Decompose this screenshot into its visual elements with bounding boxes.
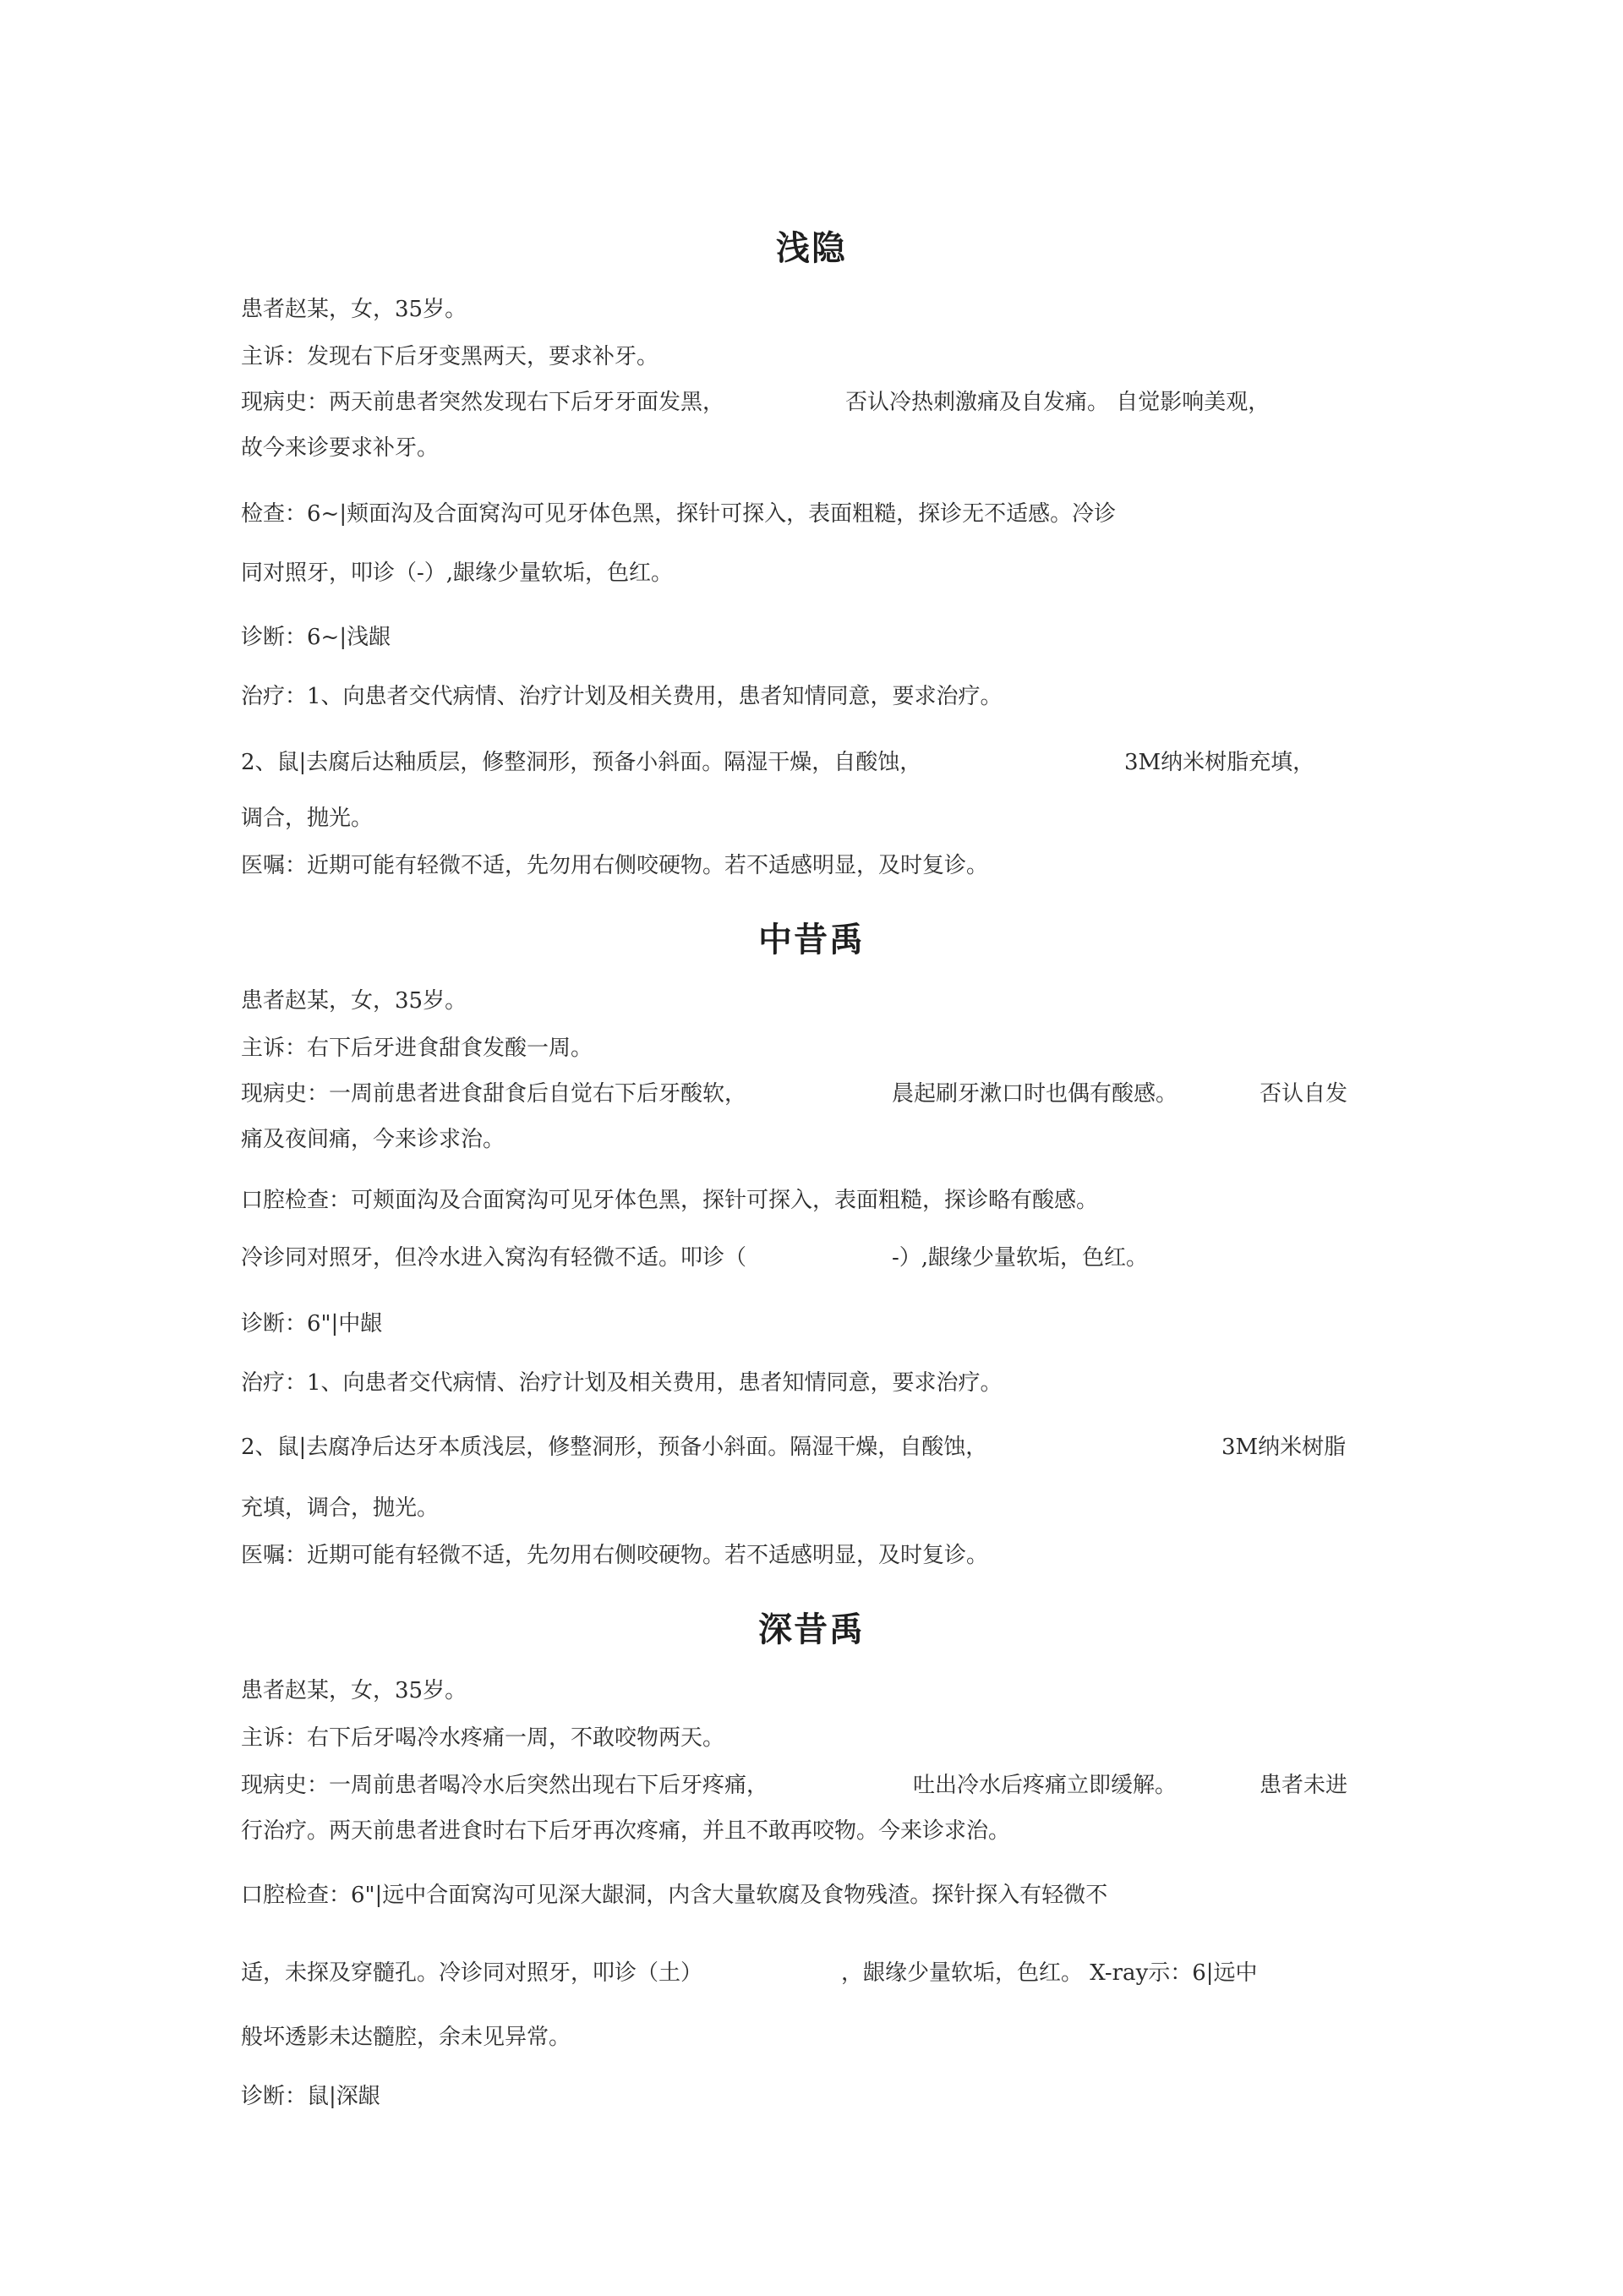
section-title-shallow: 浅隐: [776, 228, 847, 268]
chief-complaint: 主诉：右下后牙进食甜食发酸一周。: [241, 1036, 593, 1061]
present-history-cont: 吐出冷水后疼痛立即缓解。: [913, 1773, 1178, 1798]
treatment-1: 治疗：1、向患者交代病情、治疗计划及相关费用，患者知情同意，要求治疗。: [241, 684, 1003, 709]
section-title-medium: 中昔禹: [758, 920, 865, 959]
diagnosis: 诊断：6~|浅龈: [241, 625, 391, 650]
section-title-deep: 深昔禹: [758, 1610, 865, 1649]
medical-advice: 医嘱：近期可能有轻微不适，先勿用右侧咬硬物。若不适感明显，及时复诊。: [241, 853, 989, 878]
treatment-2-material: 3M纳米树脂: [1221, 1435, 1347, 1460]
present-history-cont-2: 否认自发: [1260, 1081, 1348, 1107]
treatment-2: 2、鼠|去腐后达釉质层，修整洞形，预备小斜面。隔湿干燥，自酸蚀，: [241, 750, 922, 775]
exam-line-2: 适，未探及穿髓孔。冷诊同对照牙，叩诊（土）: [241, 1960, 703, 1986]
present-history-cont: 否认冷热刺激痛及自发痛。 自觉影响美观，: [845, 390, 1271, 415]
exam-line-2-cont: -）,龈缘少量软垢，色红。: [892, 1245, 1149, 1271]
present-history-end: 痛及夜间痛，今来诊求治。: [241, 1127, 505, 1152]
present-history: 现病史：一周前患者进食甜食后自觉右下后牙酸软，: [241, 1081, 747, 1107]
treatment-2: 2、鼠|去腐净后达牙本质浅层，修整洞形，预备小斜面。隔湿干燥，自酸蚀，: [241, 1435, 988, 1460]
treatment-1: 治疗：1、向患者交代病情、治疗计划及相关费用，患者知情同意，要求治疗。: [241, 1370, 1003, 1396]
present-history-end: 行治疗。两天前患者进食时右下后牙再次疼痛，并且不敢再咬物。今来诊求治。: [241, 1818, 1011, 1844]
exam-line-2: 冷诊同对照牙，但冷水进入窝沟有轻微不适。叩诊（: [241, 1245, 747, 1271]
exam-line-2-cont: ，龈缘少量软垢，色红。 X-ray示：6|远中: [841, 1960, 1258, 1986]
patient-info: 患者赵某，女，35岁。: [241, 297, 467, 322]
exam-line-1: 口腔检查：6"|远中合面窝沟可见深大龈洞，内含大量软腐及食物残渣。探针探入有轻微不: [241, 1883, 1108, 1908]
present-history: 现病史：一周前患者喝冷水后突然出现右下后牙疼痛，: [241, 1773, 769, 1798]
patient-info: 患者赵某，女，35岁。: [241, 988, 467, 1014]
present-history-cont-2: 患者未进: [1260, 1773, 1348, 1798]
exam-line-1: 口腔检查：可颊面沟及合面窝沟可见牙体色黑，探针可探入，表面粗糙，探诊略有酸感。: [241, 1188, 1099, 1213]
exam-line-1: 检查：6~|颊面沟及合面窝沟可见牙体色黑，探针可探入，表面粗糙，探诊无不适感。冷诊: [241, 501, 1117, 527]
chief-complaint: 主诉：发现右下后牙变黑两天，要求补牙。: [241, 344, 659, 369]
present-history-cont: 晨起刷牙漱口时也偶有酸感。: [892, 1081, 1178, 1107]
medical-advice: 医嘱：近期可能有轻微不适，先勿用右侧咬硬物。若不适感明显，及时复诊。: [241, 1543, 989, 1568]
exam-line-3: 般坏透影未达髓腔，余未见异常。: [241, 2025, 571, 2050]
treatment-2-end: 充填，调合，抛光。: [241, 1495, 440, 1521]
diagnosis: 诊断：6"|中龈: [241, 1311, 383, 1337]
present-history-end: 故今来诊要求补牙。: [241, 435, 440, 461]
patient-info: 患者赵某，女，35岁。: [241, 1678, 467, 1703]
diagnosis: 诊断：鼠|深龈: [241, 2084, 380, 2109]
present-history: 现病史：两天前患者突然发现右下后牙牙面发黑，: [241, 390, 725, 415]
treatment-2-end: 调合，抛光。: [241, 806, 374, 831]
treatment-2-material: 3M纳米树脂充填，: [1124, 750, 1315, 775]
chief-complaint: 主诉：右下后牙喝冷水疼痛一周，不敢咬物两天。: [241, 1725, 725, 1751]
exam-line-2: 同对照牙，叩诊（-）,龈缘少量软垢，色红。: [241, 560, 674, 586]
